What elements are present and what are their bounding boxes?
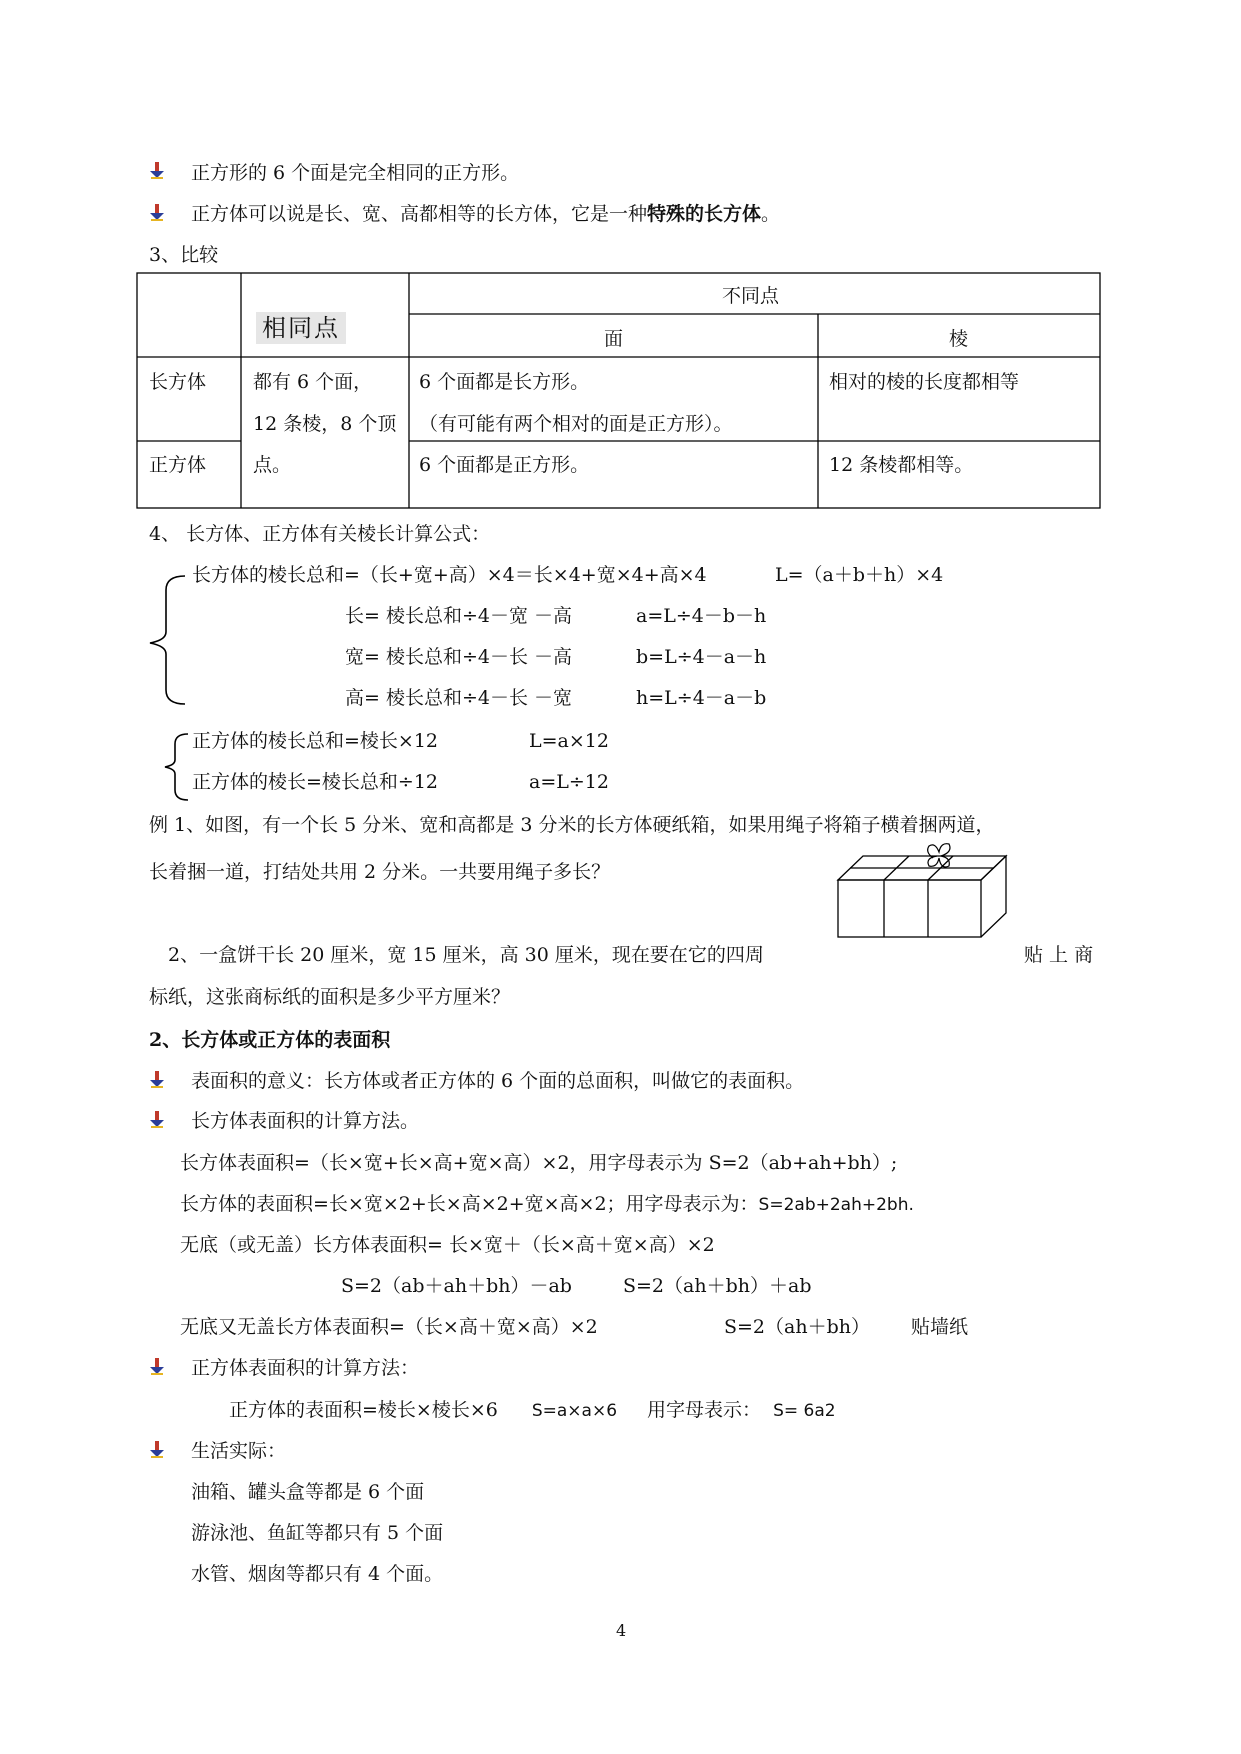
table-header-different: 不同点 bbox=[722, 285, 780, 307]
bullet-icon bbox=[149, 162, 165, 180]
bullet-icon bbox=[149, 204, 165, 222]
cube-face-text: 6 个面都是正方形。 bbox=[419, 454, 590, 476]
cuboid-surface-method: 长方体表面积的计算方法。 bbox=[191, 1110, 420, 1132]
table-header-face: 面 bbox=[604, 328, 624, 350]
surface-meaning: 表面积的意义：长方体或者正方体的 6 个面的总面积，叫做它的表面积。 bbox=[191, 1070, 805, 1092]
cube-edge-formula: 正方体的棱长=棱长总和÷12 bbox=[192, 771, 439, 793]
example-2-line-2: 标纸，这张商标纸的面积是多少平方厘米？ bbox=[149, 986, 511, 1008]
cube-surface-formula: 正方体的表面积=棱长×棱长×6 S=a×a×6 用字母表示： S= 6a2 bbox=[229, 1399, 836, 1421]
surface-heading: 2、长方体或正方体的表面积 bbox=[149, 1029, 391, 1051]
surface-formula-3: 无底（或无盖）长方体表面积= 长×宽＋（长×高＋宽×高）×2 bbox=[180, 1234, 715, 1256]
cuboid-edge-total-letters: L=（a＋b＋h）×4 bbox=[775, 564, 944, 586]
life-item-3: 水管、烟囱等都只有 4 个面。 bbox=[191, 1563, 444, 1585]
wallpaper-label: 贴墙纸 bbox=[911, 1316, 969, 1338]
length-formula: 长= 棱长总和÷4－宽 －高 bbox=[345, 605, 573, 627]
cuboid-face-text-1: 6 个面都是长方形。 bbox=[419, 371, 590, 393]
brace-large bbox=[150, 576, 185, 704]
bullet-icon bbox=[149, 1441, 165, 1459]
same-text-line-3: 点。 bbox=[253, 454, 292, 476]
width-letters: b=L÷4－a－h bbox=[636, 646, 767, 668]
compare-heading: 3、比较 bbox=[149, 244, 219, 266]
table-header-edge: 棱 bbox=[949, 328, 969, 350]
edge-heading: 4、 长方体、正方体有关棱长计算公式： bbox=[149, 523, 491, 545]
example-1-line-2: 长着捆一道，打结处共用 2 分米。一共要用绳子多长？ bbox=[149, 861, 611, 883]
example-2-line-1-end: 贴 上 商 bbox=[1024, 944, 1094, 966]
cube-surface-method: 正方体表面积的计算方法： bbox=[191, 1357, 420, 1379]
bullet-icon bbox=[149, 1071, 165, 1089]
life-item-1: 油箱、罐头盒等都是 6 个面 bbox=[191, 1481, 425, 1503]
length-letters: a=L÷4－b－h bbox=[636, 605, 767, 627]
page-number: 4 bbox=[616, 1621, 627, 1640]
life-item-2: 游泳池、鱼缸等都只有 5 个面 bbox=[191, 1522, 444, 1544]
cube-edge-total-formula: 正方体的棱长总和=棱长×12 bbox=[192, 730, 439, 752]
same-text-line-1: 都有 6 个面， bbox=[253, 371, 373, 393]
surface-formula-5-letters: S=2（ah＋bh） bbox=[724, 1316, 870, 1338]
width-formula: 宽= 棱长总和÷4－长 －高 bbox=[345, 646, 573, 668]
surface-formula-1: 长方体表面积=（长×宽+长×高+宽×高）×2，用字母表示为 S=2（ab+ah+bh）; bbox=[180, 1152, 898, 1174]
life-heading: 生活实际： bbox=[191, 1440, 287, 1462]
example-1-line-1: 例 1、如图，有一个长 5 分米、宽和高都是 3 分米的长方体硬纸箱，如果用绳子将箱子横着捆两道， bbox=[149, 814, 995, 836]
table-row-label-cuboid: 长方体 bbox=[149, 371, 207, 393]
cuboid-edge-total-formula: 长方体的棱长总和=（长+宽+高）×4＝长×4+宽×4+高×4 bbox=[192, 564, 707, 586]
example-2-line-1: 2、一盒饼干长 20 厘米，宽 15 厘米，高 30 厘米，现在要在它的四周 bbox=[168, 944, 764, 966]
special-cuboid-emphasis: 特殊的长方体 bbox=[647, 203, 762, 225]
table-row-label-cube: 正方体 bbox=[149, 454, 207, 476]
bullet-icon bbox=[149, 1358, 165, 1376]
bullet-icon bbox=[149, 1111, 165, 1129]
cube-edge-letters: a=L÷12 bbox=[529, 771, 609, 793]
height-formula: 高= 棱长总和÷4－长 －宽 bbox=[345, 687, 573, 709]
surface-formula-4a: S=2（ab＋ah＋bh）－ab bbox=[341, 1275, 572, 1297]
intro-line-2: 正方体可以说是长、宽、高都相等的长方体，它是一种特殊的长方体。 bbox=[191, 203, 781, 225]
surface-formula-2: 长方体的表面积=长×宽×2+长×高×2+宽×高×2；用字母表示为：S=2ab+2ah+2bh. bbox=[180, 1193, 914, 1215]
cuboid-face-text-2: （有可能有两个相对的面是正方形）。 bbox=[419, 413, 733, 435]
cuboid-edge-text: 相对的棱的长度都相等 bbox=[829, 371, 1020, 393]
height-letters: h=L÷4－a－b bbox=[636, 687, 767, 709]
table-header-same: 相同点 bbox=[256, 316, 346, 342]
surface-formula-4b: S=2（ah＋bh）＋ab bbox=[623, 1275, 812, 1297]
cube-edge-text: 12 条棱都相等。 bbox=[829, 454, 974, 476]
surface-formula-5: 无底又无盖长方体表面积=（长×高＋宽×高）×2 bbox=[180, 1316, 598, 1338]
gift-box-figure bbox=[838, 844, 1006, 937]
intro-line-1: 正方形的 6 个面是完全相同的正方形。 bbox=[191, 162, 520, 184]
brace-small bbox=[165, 734, 188, 800]
cube-edge-total-letters: L=a×12 bbox=[529, 730, 609, 752]
same-text-line-2: 12 条棱，8 个顶 bbox=[253, 413, 397, 435]
